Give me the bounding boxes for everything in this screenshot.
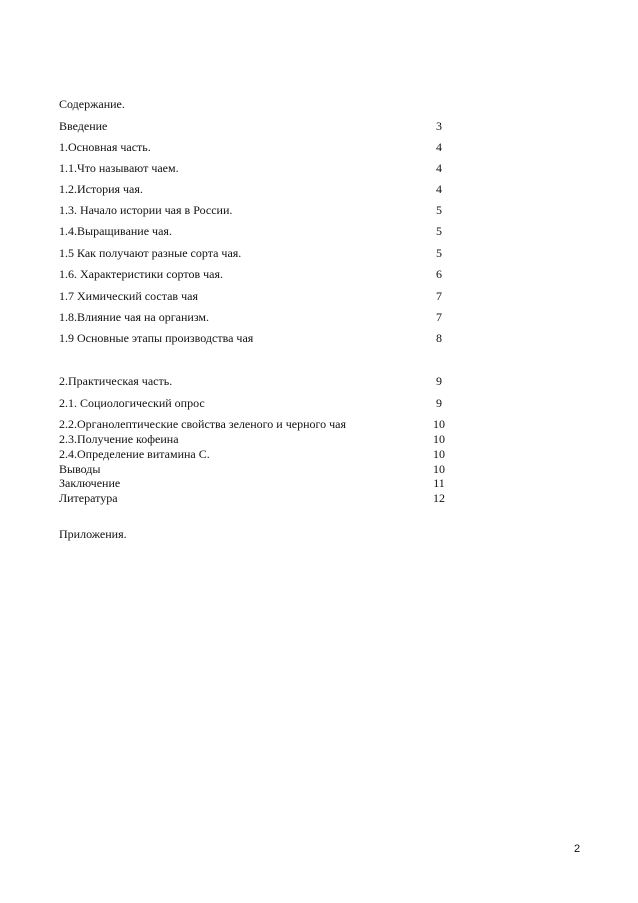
toc-entry-page: 5 (436, 203, 442, 217)
toc-entry-title: 1.5 Как получают разные сорта чая. (59, 246, 242, 260)
toc-entry-page: 10 (433, 417, 445, 431)
toc-entry (59, 288, 459, 304)
toc-entry (59, 223, 459, 239)
toc-entry-title: Выводы (59, 462, 101, 476)
toc-entry-page: 3 (436, 119, 442, 133)
toc-entry-title: 2.3.Получение кофеина (59, 432, 179, 446)
toc-entry (59, 373, 459, 389)
toc-entry-title: 1.1.Что называют чаем. (59, 161, 179, 175)
toc-entry-page: 7 (436, 310, 442, 324)
toc-entry-page: 5 (436, 224, 442, 238)
toc-entry (59, 446, 459, 462)
toc-entry (59, 160, 459, 176)
toc-entry-title: 2.1. Социологический опрос (59, 396, 205, 410)
toc-entry (59, 202, 459, 218)
toc-entry (59, 475, 459, 491)
toc-entry-title: 1.8.Влияние чая на организм. (59, 310, 209, 324)
toc-entry-title: 2.Практическая часть. (59, 374, 173, 388)
toc-entry-title: 2.4.Определение витамина С. (59, 447, 210, 461)
appendix-label: Приложения. (59, 527, 127, 541)
toc-entry-page: 11 (433, 476, 445, 490)
toc-entry (59, 181, 459, 197)
toc-entry-title: 2.2.Органолептические свойства зеленого и черного чая (59, 417, 347, 431)
toc-entry-title: 1.4.Выращивание чая. (59, 224, 172, 238)
toc-entry (59, 395, 459, 411)
toc-entry (59, 330, 459, 346)
toc-entry-title: Заключение (59, 476, 121, 490)
toc-entry (59, 266, 459, 282)
toc-entry-page: 7 (436, 289, 442, 303)
toc-entry (59, 309, 459, 325)
toc-entry (59, 416, 459, 432)
toc-entry (59, 118, 459, 134)
toc-heading: Содержание. (59, 97, 125, 111)
toc-entry-page: 5 (436, 246, 442, 260)
toc-entry-page: 10 (433, 432, 445, 446)
toc-entry-page: 4 (436, 182, 442, 196)
toc-entry-page: 9 (436, 396, 442, 410)
toc-entry-title: 1.2.История чая. (59, 182, 143, 196)
toc-entry-page: 4 (436, 140, 442, 154)
toc-entry (59, 245, 459, 261)
toc-entry-page: 9 (436, 374, 442, 388)
toc-entry-title: 1.9 Основные этапы производства чая (59, 331, 254, 345)
toc-entry-title: Литература (59, 491, 118, 505)
toc-entry-title: 1.6. Характеристики сортов чая. (59, 267, 224, 281)
toc-entry-page: 8 (436, 331, 442, 345)
toc-entry-title: 1.Основная часть. (59, 140, 151, 154)
toc-entry (59, 139, 459, 155)
toc-entry-title: Введение (59, 119, 108, 133)
toc-entry-page: 10 (433, 462, 445, 476)
toc-entry (59, 431, 459, 447)
toc-entry-page: 12 (433, 491, 445, 505)
page-number: 2 (573, 843, 581, 855)
toc-entry-page: 10 (433, 447, 445, 461)
toc-entry-page: 6 (436, 267, 442, 281)
toc-entry-page: 4 (436, 161, 442, 175)
toc-entry-title: 1.3. Начало истории чая в России. (59, 203, 233, 217)
toc-entry-title: 1.7 Химический состав чая (59, 289, 198, 303)
toc-entry (59, 490, 459, 506)
